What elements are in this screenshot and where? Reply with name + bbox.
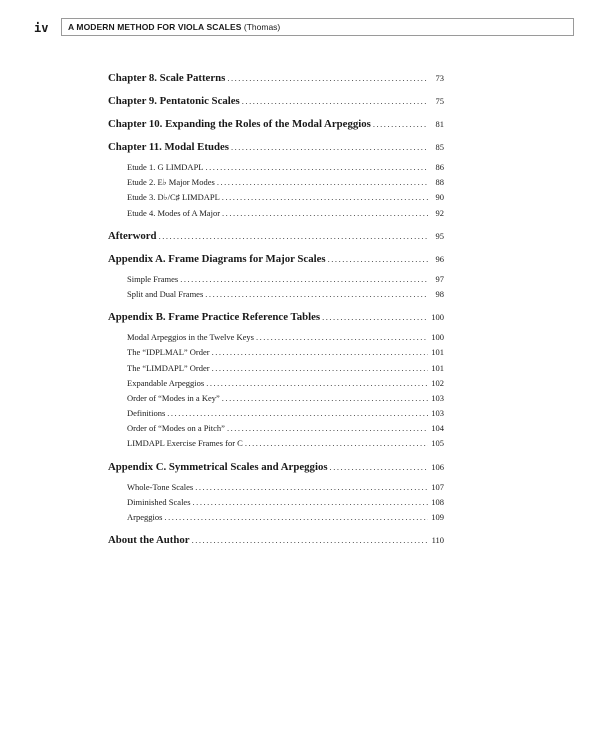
toc-section-whole-tone-scales (108, 480, 444, 495)
book-title: A MODERN METHOD FOR VIOLA SCALES (68, 22, 242, 32)
toc-chapter-label: Appendix A. Frame Diagrams for Major Scales (108, 252, 326, 265)
toc-page-number: 105 (431, 438, 444, 449)
toc-page-number: 104 (431, 423, 444, 434)
leader-dots (330, 460, 428, 475)
toc-section-label: Split and Dual Frames (127, 288, 204, 299)
leader-dots (227, 421, 428, 436)
toc-section-limdapl-exercise-frames-for-c (108, 436, 444, 451)
leader-dots (167, 406, 428, 421)
leader-dots (373, 117, 428, 132)
toc-section-label: Arpeggios (127, 512, 163, 522)
toc-chapter-label: Appendix C. Symmetrical Scales and Arpeggios (108, 460, 328, 473)
toc-chapter-label: Chapter 11. Modal Etudes (108, 141, 229, 153)
leader-dots (222, 391, 428, 406)
leader-dots (195, 480, 428, 495)
leader-dots (217, 175, 428, 190)
running-header (25, 18, 578, 38)
toc-section-label: Order of “Modes in a Key” (127, 392, 220, 403)
toc-section-label: The “LIMDAPL” Order (127, 362, 210, 373)
toc-section-label: LIMDAPL Exercise Frames for C (127, 438, 243, 449)
toc-chapter-chapter-11-modal-etudes (108, 140, 444, 155)
toc-page-number: 100 (431, 312, 444, 323)
leader-dots (164, 510, 428, 525)
toc-section-split-and-dual-frames (108, 287, 444, 302)
leader-dots (193, 495, 428, 510)
toc-section-etude-3-d-c-limdapl (108, 190, 444, 205)
running-title-box (61, 18, 574, 36)
leader-dots (212, 361, 428, 376)
toc-section-label: Definitions (127, 408, 166, 419)
toc-page-number: 98 (435, 288, 444, 299)
toc-section-the-idplmal-order (108, 345, 444, 360)
table-of-contents (108, 71, 444, 548)
toc-page-number: 88 (435, 177, 444, 188)
toc-chapter-label: Appendix B. Frame Practice Reference Tables (108, 311, 321, 324)
toc-page-number: 109 (431, 512, 444, 522)
toc-page-number: 86 (435, 162, 444, 172)
toc-section-label: Etude 4. Modes of A Major (127, 207, 221, 218)
toc-chapter-appendix-b-frame-practice-reference-tables (108, 310, 444, 325)
toc-page-number: 100 (431, 332, 444, 343)
toc-page-number: 108 (431, 496, 444, 507)
leader-dots (322, 310, 428, 325)
toc-page-number: 90 (435, 192, 444, 203)
toc-section-definitions (108, 406, 444, 421)
toc-page-number: 92 (435, 207, 444, 218)
toc-page-number: 107 (431, 481, 444, 492)
toc-section-etude-1-g-limdapl (108, 160, 444, 175)
toc-page-number: 106 (431, 461, 444, 472)
leader-dots (256, 330, 428, 345)
toc-section-label: Order of “Modes on a Pitch” (127, 423, 225, 434)
leader-dots (231, 140, 428, 155)
toc-section-etude-2-e-major-modes (108, 175, 444, 190)
toc-section-order-of-modes-in-a-key (108, 391, 444, 406)
leader-dots (192, 533, 428, 548)
toc-section-modal-arpeggios-in-the-twelve-keys (108, 330, 444, 345)
toc-page-number: 96 (435, 253, 444, 264)
leader-dots (205, 287, 428, 302)
toc-section-label: Etude 3. D♭/C♯ LIMDAPL (127, 192, 220, 203)
toc-page-number: 103 (431, 392, 444, 403)
toc-page-number: 101 (431, 347, 444, 358)
toc-page-number: 110 (431, 535, 444, 546)
toc-section-order-of-modes-on-a-pitch (108, 421, 444, 436)
toc-section-etude-4-modes-of-a-major (108, 206, 444, 221)
toc-chapter-label: Chapter 9. Pentatonic Scales (108, 95, 240, 107)
toc-chapter-chapter-9-pentatonic-scales (108, 94, 444, 109)
toc-section-simple-frames (108, 272, 444, 287)
toc-section-label: Expandable Arpeggios (127, 377, 205, 388)
toc-section-the-limdapl-order (108, 361, 444, 376)
leader-dots (222, 206, 428, 221)
leader-dots (222, 190, 428, 205)
toc-section-label: Diminished Scales (127, 496, 191, 507)
toc-chapter-chapter-8-scale-patterns (108, 71, 444, 86)
toc-section-label: The “IDPLMAL” Order (127, 347, 210, 358)
toc-page-number: 75 (435, 96, 444, 106)
toc-section-label: Etude 2. E♭ Major Modes (127, 177, 215, 188)
toc-chapter-label: Chapter 8. Scale Patterns (108, 72, 226, 84)
leader-dots (245, 436, 428, 451)
toc-page-number: 81 (435, 119, 444, 129)
toc-chapter-afterword (108, 229, 444, 244)
page-number: iv (34, 21, 49, 35)
toc-chapter-label: Chapter 10. Expanding the Roles of the Modal Arpeggios (108, 118, 371, 130)
toc-page-number: 101 (431, 362, 444, 373)
toc-page-number: 102 (431, 377, 444, 388)
toc-page-number: 73 (435, 73, 444, 83)
leader-dots (180, 272, 428, 287)
toc-page-number: 103 (431, 408, 444, 419)
leader-dots (206, 376, 428, 391)
toc-section-label: Modal Arpeggios in the Twelve Keys (127, 332, 254, 343)
book-author: (Thomas) (243, 22, 281, 32)
toc-section-label: Simple Frames (127, 273, 179, 284)
leader-dots (242, 94, 428, 109)
toc-section-label: Whole-Tone Scales (127, 481, 194, 492)
leader-dots (206, 160, 429, 175)
toc-page-number: 95 (435, 230, 444, 241)
leader-dots (227, 71, 428, 86)
leader-dots (212, 345, 428, 360)
toc-section-arpeggios (108, 510, 444, 525)
toc-chapter-about-the-author (108, 533, 444, 548)
toc-chapter-label: Afterword (108, 229, 157, 242)
toc-page-number: 85 (435, 142, 444, 152)
toc-chapter-chapter-10-expanding-the-roles-of-the-modal-arpeggios (108, 117, 444, 132)
toc-section-expandable-arpeggios (108, 376, 444, 391)
toc-page-number: 97 (435, 273, 444, 284)
toc-section-label: Etude 1. G LIMDAPL (127, 162, 204, 172)
toc-chapter-appendix-c-symmetrical-scales-and-arpeggios (108, 460, 444, 475)
toc-chapter-label: About the Author (108, 534, 190, 547)
leader-dots (328, 252, 428, 267)
leader-dots (159, 229, 428, 244)
toc-section-diminished-scales (108, 495, 444, 510)
toc-chapter-appendix-a-frame-diagrams-for-major-scales (108, 252, 444, 267)
